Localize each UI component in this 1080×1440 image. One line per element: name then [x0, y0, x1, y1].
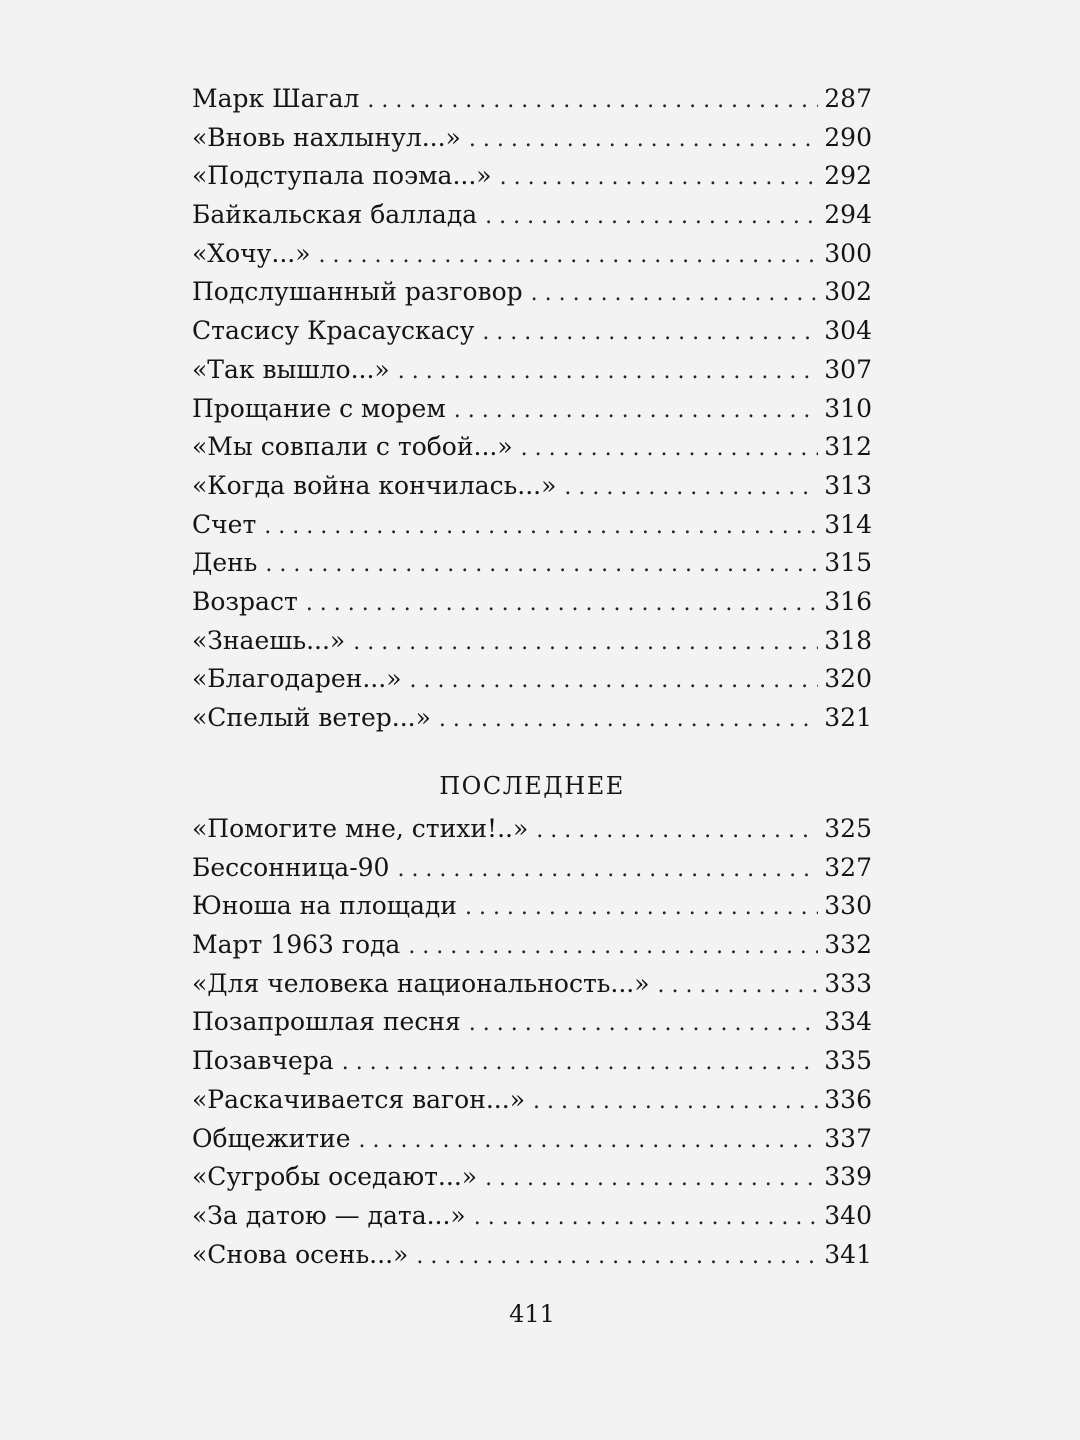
- toc-entry-title: Байкальская баллада: [192, 200, 478, 230]
- toc-entry-title: «Знаешь...»: [192, 625, 346, 655]
- toc-entry-page: 315: [824, 548, 872, 578]
- toc-entry-title: «Хочу...»: [192, 238, 311, 268]
- toc-entry-title: «Снова осень...»: [192, 1239, 409, 1269]
- dot-leader: [469, 1005, 819, 1044]
- toc-entry: [192, 1003, 872, 1042]
- dot-leader: [265, 546, 818, 585]
- toc-entry-page: 318: [824, 625, 872, 655]
- toc-entry: [192, 1236, 872, 1275]
- dot-leader: [474, 1199, 819, 1238]
- dot-leader: [482, 314, 818, 353]
- toc-entry-title: Счет: [192, 509, 257, 539]
- dot-leader: [465, 889, 818, 928]
- toc-entry-page: 321: [824, 703, 872, 732]
- table-of-contents-part-2: [192, 810, 872, 1274]
- toc-entry: [192, 80, 872, 119]
- dot-leader: [536, 812, 818, 851]
- toc-entry-title: Позавчера: [192, 1046, 334, 1076]
- toc-entry-page: 327: [824, 852, 872, 882]
- toc-entry-title: «Когда война кончилась...»: [192, 470, 557, 500]
- toc-entry-title: «За датою — дата...»: [192, 1200, 466, 1230]
- toc-entry-title: Марк Шагал: [192, 84, 360, 113]
- dot-leader: [454, 392, 819, 431]
- dot-leader: [306, 585, 818, 624]
- toc-entry-title: «Для человека национальность...»: [192, 968, 650, 998]
- toc-entry-title: «Мы совпали с тобой...»: [192, 432, 513, 462]
- toc-entry-page: 333: [824, 968, 872, 998]
- dot-leader: [564, 469, 818, 508]
- toc-entry-title: Стасису Красаускасу: [192, 316, 475, 346]
- toc-entry-page: 337: [824, 1123, 872, 1153]
- toc-entry: [192, 965, 872, 1004]
- toc-entry: [192, 235, 872, 274]
- toc-entry-page: 325: [824, 814, 872, 843]
- toc-entry: [192, 849, 872, 888]
- dot-leader: [408, 928, 818, 967]
- toc-entry-page: 341: [824, 1239, 872, 1269]
- toc-entry-page: 339: [824, 1162, 872, 1192]
- toc-entry: [192, 1197, 872, 1236]
- toc-entry: [192, 622, 872, 661]
- toc-entry-page: 335: [824, 1046, 872, 1076]
- dot-leader: [319, 237, 819, 276]
- dot-leader: [397, 851, 818, 890]
- toc-entry: [192, 351, 872, 390]
- toc-entry-page: 314: [824, 509, 872, 539]
- toc-entry-page: 316: [824, 586, 872, 616]
- toc-entry-title: Подслушанный разговор: [192, 277, 523, 307]
- toc-entry-page: 287: [824, 84, 872, 113]
- toc-entry: [192, 660, 872, 699]
- section-heading: ПОСЛЕДНЕЕ: [439, 772, 625, 800]
- toc-entry-title: «Так вышло...»: [192, 354, 390, 384]
- dot-leader: [416, 1238, 818, 1277]
- toc-entry-title: «Помогите мне, стихи!..»: [192, 814, 529, 843]
- dot-leader: [398, 353, 819, 392]
- toc-entry-title: «Подступала поэма...»: [192, 161, 492, 191]
- dot-leader: [533, 1083, 818, 1122]
- dot-leader: [359, 1122, 819, 1161]
- toc-entry-title: «Раскачивается вагон...»: [192, 1084, 525, 1114]
- toc-entry-page: 332: [824, 930, 872, 960]
- toc-entry-page: 290: [824, 122, 872, 152]
- toc-entry-page: 336: [824, 1084, 872, 1114]
- toc-entry-page: 304: [824, 316, 872, 346]
- toc-entry-title: Прощание с морем: [192, 393, 446, 423]
- dot-leader: [439, 701, 818, 740]
- toc-entry-title: Март 1963 года: [192, 930, 401, 960]
- toc-entry: [192, 157, 872, 196]
- dot-leader: [342, 1044, 819, 1083]
- dot-leader: [485, 1160, 818, 1199]
- toc-entry: [192, 119, 872, 158]
- dot-leader: [367, 82, 818, 121]
- dot-leader: [410, 662, 819, 701]
- toc-entry: [192, 1120, 872, 1159]
- toc-entry-page: 312: [824, 432, 872, 462]
- toc-entry: [192, 196, 872, 235]
- toc-entry-page: 302: [824, 277, 872, 307]
- dot-leader: [469, 121, 818, 160]
- toc-entry-title: Юноша на площади: [192, 891, 457, 921]
- toc-entry-title: Общежитие: [192, 1123, 351, 1153]
- toc-entry: [192, 887, 872, 926]
- dot-leader: [264, 508, 818, 547]
- toc-entry-title: «Спелый ветер...»: [192, 703, 431, 732]
- toc-entry-title: Возраст: [192, 586, 298, 616]
- dot-leader: [500, 159, 819, 198]
- toc-entry: [192, 583, 872, 622]
- toc-entry: [192, 1042, 872, 1081]
- toc-entry: [192, 428, 872, 467]
- toc-entry-title: «Вновь нахлынул...»: [192, 122, 461, 152]
- toc-entry: [192, 312, 872, 351]
- toc-entry: [192, 1081, 872, 1120]
- dot-leader: [521, 430, 819, 469]
- page-number: 411: [509, 1300, 555, 1328]
- toc-entry-page: 313: [824, 470, 872, 500]
- toc-entry: [192, 1158, 872, 1197]
- toc-entry-page: 292: [824, 161, 872, 191]
- toc-entry: [192, 467, 872, 506]
- dot-leader: [485, 198, 818, 237]
- toc-entry-page: 300: [824, 238, 872, 268]
- toc-entry-page: 294: [824, 200, 872, 230]
- toc-entry: [192, 810, 872, 849]
- table-of-contents-part-1: [192, 80, 872, 738]
- toc-entry: [192, 390, 872, 429]
- toc-entry-page: 320: [824, 664, 872, 694]
- toc-entry: [192, 926, 872, 965]
- toc-entry: [192, 544, 872, 583]
- toc-entry: [192, 273, 872, 312]
- toc-entry-title: «Благодарен...»: [192, 664, 402, 694]
- toc-entry-title: День: [192, 548, 258, 578]
- toc-entry: [192, 506, 872, 545]
- toc-entry-page: 334: [824, 1007, 872, 1037]
- toc-entry-page: 307: [824, 354, 872, 384]
- toc-entry-page: 340: [824, 1200, 872, 1230]
- toc-entry: [192, 699, 872, 738]
- dot-leader: [658, 967, 819, 1006]
- toc-entry-title: «Сугробы оседают...»: [192, 1162, 478, 1192]
- toc-entry-page: 330: [824, 891, 872, 921]
- toc-entry-page: 310: [824, 393, 872, 423]
- toc-entry-title: Позапрошлая песня: [192, 1007, 461, 1037]
- dot-leader: [531, 275, 819, 314]
- toc-entry-title: Бессонница-90: [192, 852, 390, 882]
- dot-leader: [353, 624, 818, 663]
